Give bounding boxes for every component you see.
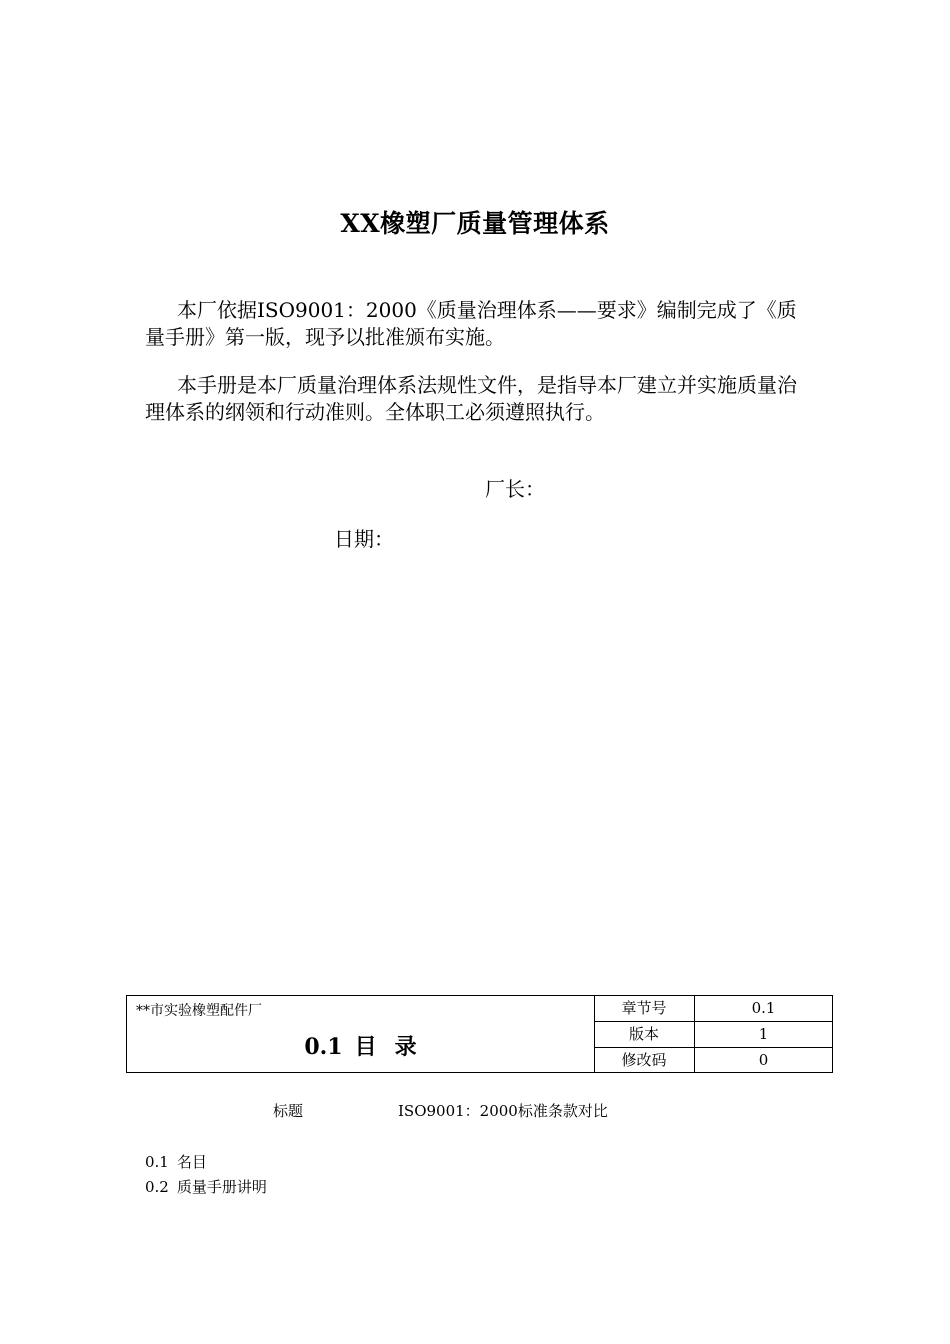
section-number-label: 章节号: [594, 996, 695, 1021]
revision-code-row: [594, 1048, 832, 1073]
chapter-number: 0.1: [304, 1034, 343, 1060]
chapter-header-left-cell: [127, 996, 595, 1072]
approval-paragraph: 本厂依据ISO9001：2000《质量治理体系——要求》编制完成了《质量手册》第一版，现予以批准颁布实施。: [145, 298, 797, 349]
toc-column-standard: ISO9001：2000标准条款对比: [398, 1102, 608, 1120]
chapter-title-char-1: 目: [354, 1034, 377, 1060]
version-label: 版本: [594, 1022, 695, 1047]
toc-item-label: 质量手册讲明: [176, 1178, 267, 1196]
revision-code-value: 0: [758, 1051, 769, 1069]
section-number-row: [594, 996, 832, 1022]
section-number-value: 0.1: [751, 999, 776, 1017]
revision-code-label: 修改码: [594, 1048, 695, 1073]
manual-purpose-paragraph: 本手册是本厂质量治理体系法规性文件，是指导本厂建立并实施质量治理体系的纲领和行动准则。全体职工必须遵照执行。: [145, 373, 797, 424]
chapter-title-char-2: 录: [394, 1034, 417, 1060]
date-label: 日期：: [334, 527, 394, 551]
version-row: [594, 1022, 832, 1048]
document-title: XX橡塑厂质量管理体系: [340, 209, 610, 238]
toc-item-number: 0.1: [145, 1153, 169, 1171]
director-signature-label: 厂长：: [485, 477, 545, 501]
chapter-heading: [127, 1030, 594, 1061]
toc-item[interactable]: [145, 1176, 267, 1197]
chapter-header-table: [126, 995, 833, 1073]
toc-item-number: 0.2: [145, 1178, 169, 1196]
version-value: 1: [758, 1025, 769, 1043]
toc-column-title: 标题: [273, 1102, 304, 1120]
company-name: **市实验橡塑配件厂: [136, 1003, 262, 1019]
toc-item-label: 名目: [176, 1153, 207, 1171]
toc-item[interactable]: [145, 1151, 207, 1172]
